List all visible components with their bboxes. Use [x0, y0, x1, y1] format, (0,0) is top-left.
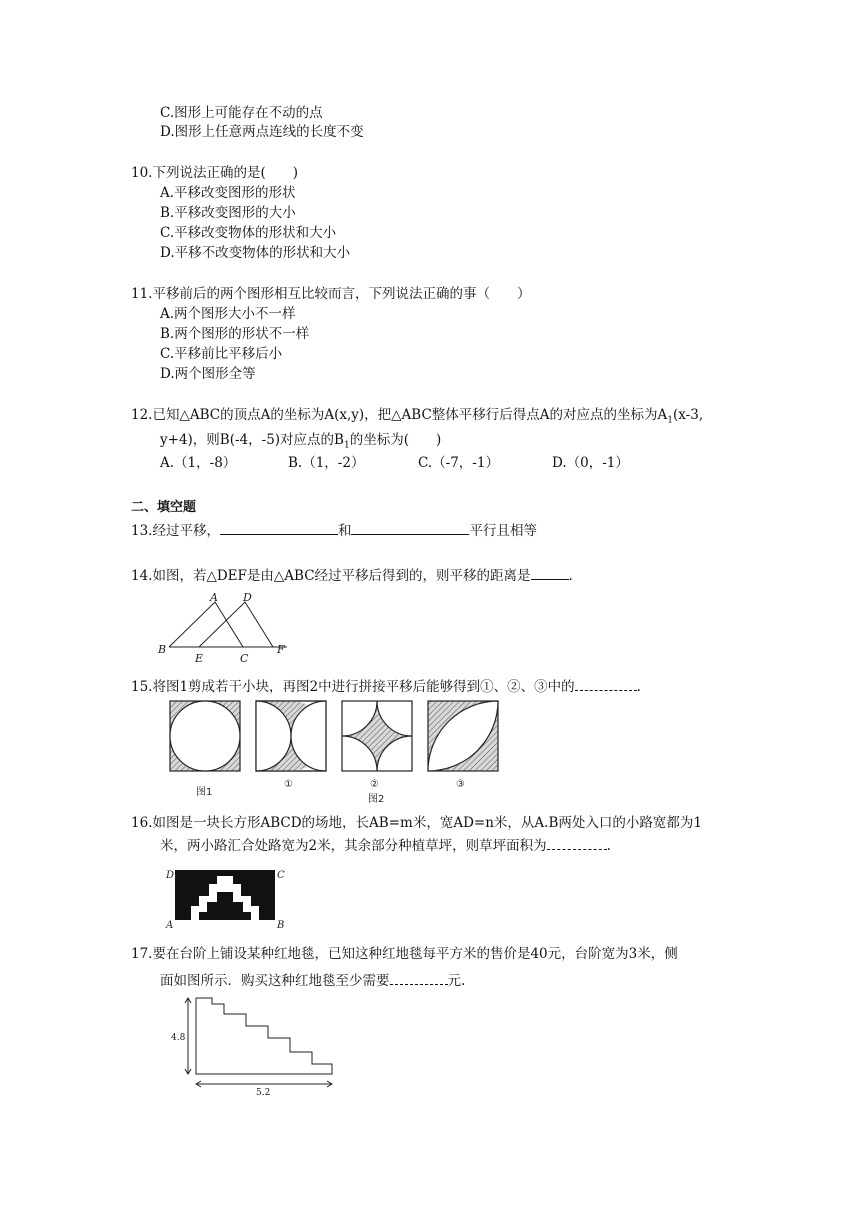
- q12-option-a: A.（1，-8）: [160, 455, 237, 471]
- q13-blank-2[interactable]: [351, 520, 469, 535]
- q16-line2-text: 米，两小路汇合处路宽为2米，其余部分种植草坪，则草坪面积为: [160, 838, 547, 854]
- q15-option-2-label: ②: [370, 779, 379, 790]
- q13-line: [131, 520, 537, 540]
- q17-stairs-figure: [170, 992, 340, 1097]
- q17-line2: [160, 970, 465, 990]
- q17-width-label: 5.2: [256, 1088, 271, 1097]
- q16-line2: [160, 835, 611, 855]
- q16-line1: 16.如图是一块长方形ABCD的场地，长AB=m米，宽AD=n米，从A.B两处入口的小路宽都为1: [131, 815, 702, 831]
- q15-end: .: [636, 679, 641, 695]
- q17-line2-text: 面如图所示．购买这种红地毯至少需要: [160, 973, 390, 989]
- q14-label-f: F: [277, 643, 285, 656]
- q16-blank[interactable]: [547, 835, 607, 850]
- q10-option-d: D.平移不改变物体的形状和大小: [160, 245, 351, 261]
- q10-option-b: B.平移改变图形的大小: [160, 205, 296, 221]
- q10-option-c: C.平移改变物体的形状和大小: [160, 225, 337, 241]
- q17-height-label: 4.8: [171, 1033, 186, 1043]
- q17-blank[interactable]: [390, 970, 448, 985]
- q15-blank[interactable]: [575, 676, 637, 691]
- q14-end: .: [568, 568, 573, 584]
- section-title: 二、填空题: [131, 500, 197, 515]
- q14-blank[interactable]: [531, 565, 569, 580]
- q15-option-3-figure: [428, 701, 498, 771]
- q17-line1: 17.要在台阶上铺设某种红地毯，已知这种红地毯每平方米的售价是40元，台阶宽为3米，侧: [131, 946, 678, 962]
- q12-option-b: B.（1，-2）: [288, 455, 365, 471]
- q14-triangle-figure: [155, 590, 295, 665]
- q12-stem-line2: [160, 431, 441, 455]
- q15-option-2-figure: [342, 701, 412, 771]
- q16-label-c: C: [277, 870, 285, 881]
- q9-option-d: D.图形上任意两点连线的长度不变: [160, 124, 364, 140]
- q12-stem-line1: [131, 406, 703, 430]
- q14-label-d: D: [243, 591, 252, 604]
- q12-subscript: 1: [343, 440, 350, 451]
- q15-stem-text: 15.将图1剪成若干小块，再图2中进行拼接平移后能够得到①、②、③中的: [131, 679, 575, 695]
- q10-option-a: A.平移改变图形的形状: [160, 185, 296, 201]
- q12-stem-line2-text: y+4)，则B(-4，-5)对应点的B: [160, 432, 344, 448]
- q15-stem: [131, 676, 641, 696]
- q13-suffix: 平行且相等: [469, 523, 537, 539]
- q11-option-b: B.两个图形的形状不一样: [160, 326, 310, 342]
- q16-field-figure: [163, 862, 293, 930]
- q17-stairs-outline: [196, 998, 332, 1074]
- q14-label-e: E: [195, 652, 204, 665]
- q14-triangle-def: [199, 602, 273, 647]
- q15-fig2-label: 图2: [368, 794, 385, 805]
- q10-stem: 10.下列说法正确的是( ): [131, 165, 299, 181]
- q15-figure-1: [170, 701, 240, 771]
- q11-option-a: A.两个图形大小不一样: [160, 306, 296, 322]
- q11-option-d: D.两个图形全等: [160, 366, 256, 382]
- q12-option-d: D.（0，-1）: [552, 455, 629, 471]
- q14-label-b: B: [158, 643, 167, 656]
- q11-option-c: C.平移前比平移后小: [160, 346, 283, 362]
- q15-option-1-label: ①: [284, 779, 293, 790]
- q16-label-b: B: [277, 920, 285, 930]
- q15-option-1-figure: [256, 701, 326, 771]
- q15-option-3-label: ③: [456, 779, 465, 790]
- q12-option-c: C.（-7，-1）: [418, 455, 499, 471]
- q12-subscript: 1: [667, 415, 674, 426]
- q17-end: 元.: [447, 973, 466, 989]
- q14-label-c: C: [240, 652, 249, 665]
- q14-stem: [131, 565, 573, 585]
- q15-figures: [160, 695, 520, 805]
- q15-fig1-label: 图1: [196, 787, 213, 798]
- q14-stem-text: 14.如图，若△DEF是由△ABC经过平移后得到的，则平移的距离是: [131, 568, 531, 584]
- q9-option-c: C.图形上可能存在不动的点: [160, 105, 323, 121]
- q16-label-d: D: [166, 870, 175, 881]
- q12-stem-line1-tail: (x-3,: [673, 407, 704, 423]
- q13-blank-1[interactable]: [220, 520, 338, 535]
- q16-end: .: [606, 838, 611, 854]
- q13-prefix: 13.经过平移，: [131, 523, 220, 539]
- q12-stem-line1-text: 12.已知△ABC的顶点A的坐标为A(x,y)，把△ABC整体平移行后得点A的对应点的坐标为A: [131, 407, 668, 423]
- q13-mid: 和: [337, 523, 352, 539]
- q11-stem: 11.平移前后的两个图形相互比较而言，下列说法正确的事（ ）: [131, 286, 531, 302]
- q12-stem-line2-tail: 的坐标为( ): [349, 432, 442, 448]
- q16-label-a: A: [166, 920, 174, 930]
- q14-label-a: A: [210, 591, 218, 604]
